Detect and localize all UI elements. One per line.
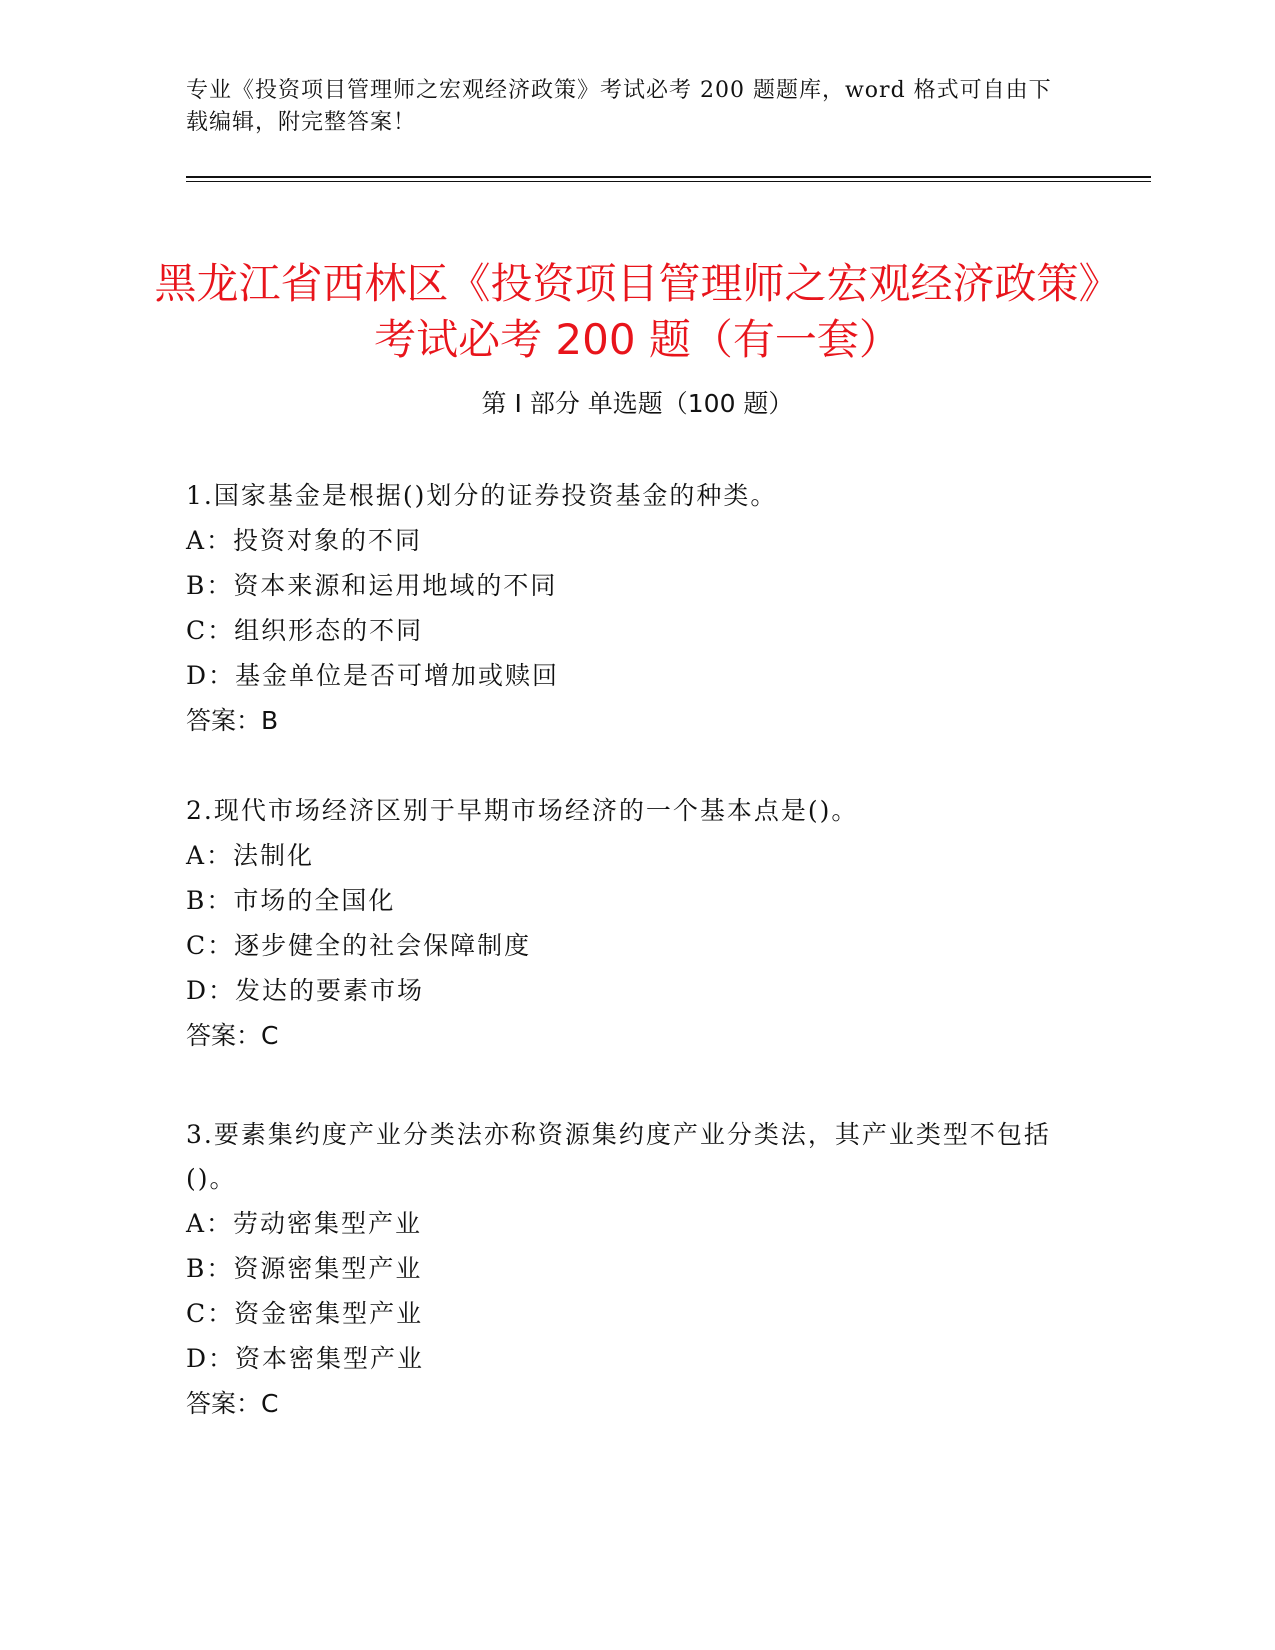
question-stem: 2.现代市场经济区别于早期市场经济的一个基本点是()。 <box>186 796 859 825</box>
answer-label: 答案：C <box>186 1389 279 1418</box>
option-b: B：资本来源和运用地域的不同 <box>186 571 558 600</box>
option-b: B：资源密集型产业 <box>186 1254 423 1283</box>
option-c: C：资金密集型产业 <box>186 1299 424 1328</box>
section-title: 第 I 部分 单选题（100 题） <box>481 389 794 418</box>
option-a: A：劳动密集型产业 <box>186 1209 423 1238</box>
option-d: D：资本密集型产业 <box>186 1344 425 1373</box>
option-d: D：基金单位是否可增加或赎回 <box>186 661 560 690</box>
header-note: 专业《投资项目管理师之宏观经济政策》考试必考 200 题题库，word 格式可自由下载编辑，附完整答案！ <box>186 78 1052 135</box>
document-title: 黑龙江省西林区《投资项目管理师之宏观经济政策》考试必考 200 题（有一套） <box>154 259 1121 365</box>
header-divider-thick <box>186 176 1151 178</box>
question-item <box>186 1113 1066 1426</box>
option-a: A：投资对象的不同 <box>186 526 423 555</box>
option-b: B：市场的全国化 <box>186 886 396 915</box>
header-divider-thin <box>186 181 1151 182</box>
question-item <box>186 474 1066 743</box>
option-c: C：逐步健全的社会保障制度 <box>186 931 532 960</box>
answer-label: 答案：B <box>186 706 279 735</box>
question-stem: 1.国家基金是根据()划分的证券投资基金的种类。 <box>186 481 778 510</box>
question-stem: 3.要素集约度产业分类法亦称资源集约度产业分类法，其产业类型不包括()。 <box>186 1120 1051 1193</box>
option-c: C：组织形态的不同 <box>186 616 424 645</box>
option-a: A：法制化 <box>186 841 315 870</box>
option-d: D：发达的要素市场 <box>186 976 425 1005</box>
answer-label: 答案：C <box>186 1021 279 1050</box>
question-item <box>186 789 1066 1058</box>
